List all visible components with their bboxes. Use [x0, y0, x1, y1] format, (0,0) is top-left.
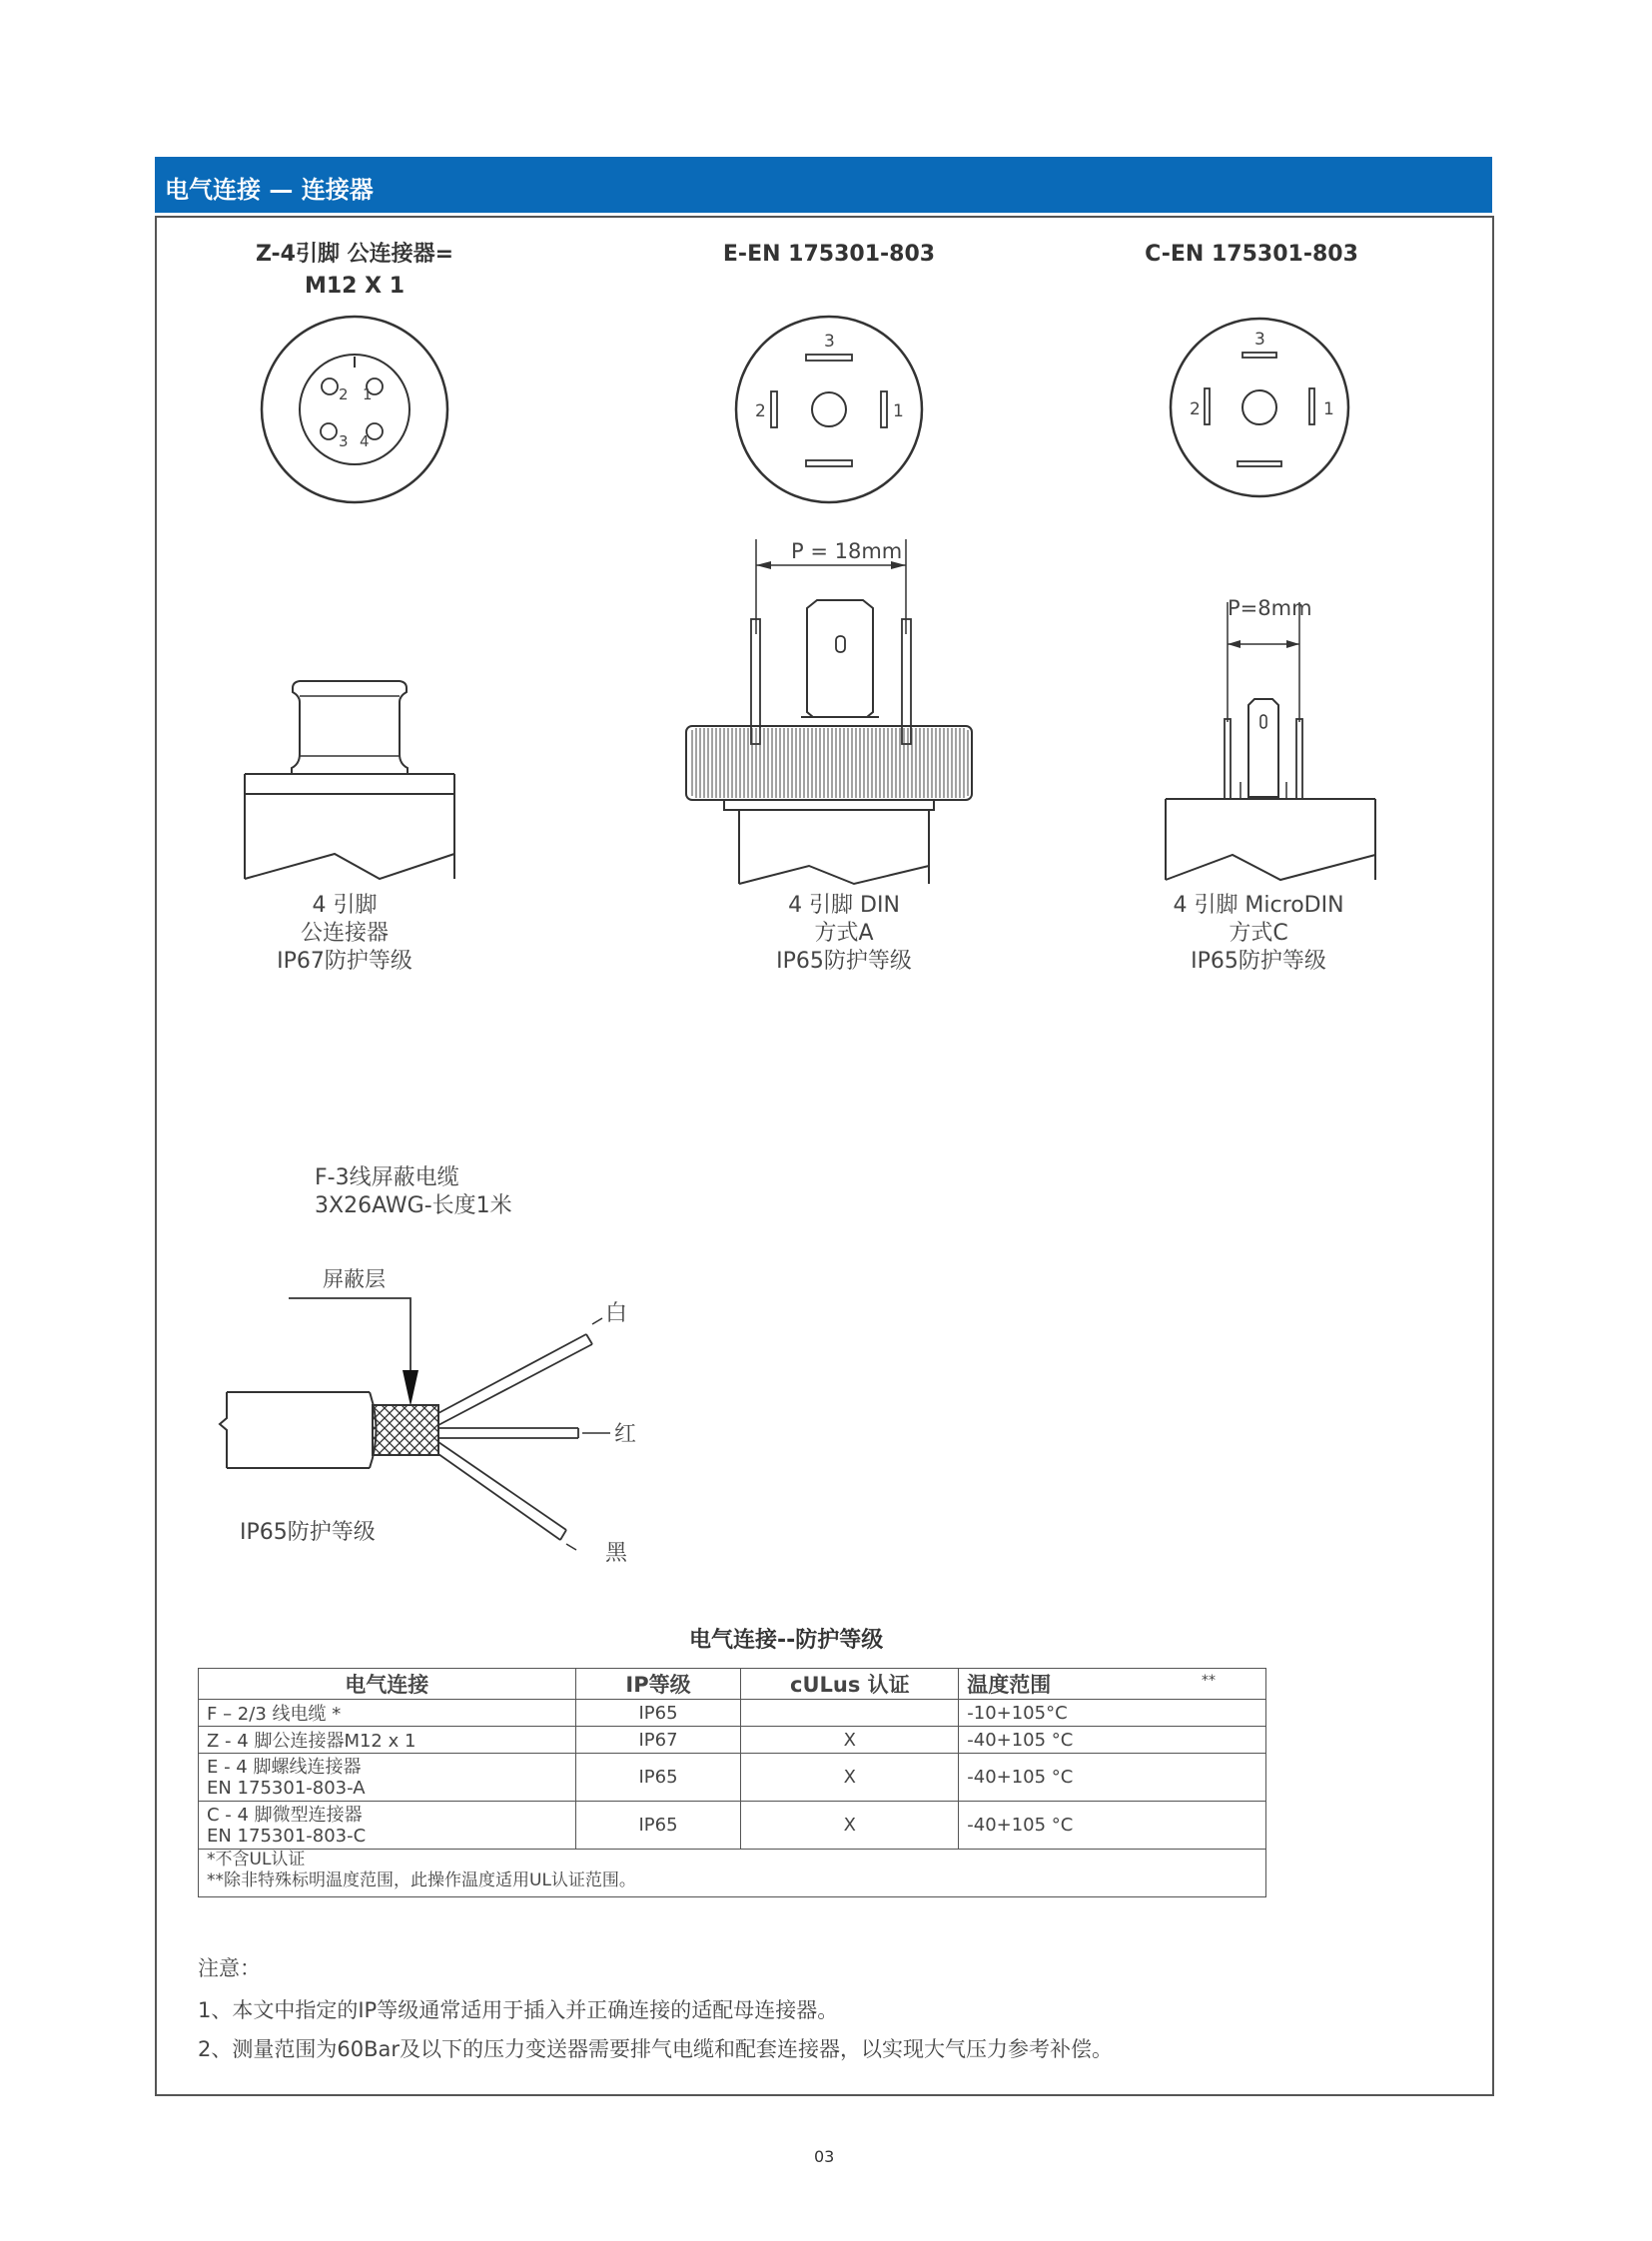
connector-c-label-line2: 方式C	[1229, 921, 1288, 946]
shield-label: 屏蔽层	[323, 1267, 386, 1291]
m12-pin-face-diagram	[255, 310, 454, 509]
connector-e-label-line3: IP65防护等级	[776, 949, 912, 974]
connector-e-label-line1: 4 引脚 DIN	[788, 893, 900, 918]
connector-c-label-line1: 4 引脚 MicroDIN	[1173, 893, 1344, 918]
microdin-pin-label-3: 3	[1254, 330, 1265, 350]
microdin-pin-label-1: 1	[1323, 399, 1334, 419]
header-ip: IP等级	[575, 1669, 741, 1700]
header-temp-label: 温度范围	[967, 1673, 1052, 1697]
note-item-1: 1、本文中指定的IP等级通常适用于插入并正确连接的适配母连接器。	[198, 1998, 839, 2022]
table-header-row	[199, 1669, 1266, 1700]
note-item-2: 2、测量范围为60Bar及以下的压力变送器需要排气电缆和配套连接器，以实现大气压力参考补偿。	[198, 2037, 1113, 2061]
header-cert: cULus 认证	[741, 1669, 959, 1700]
cable-rating-label: IP65防护等级	[240, 1520, 376, 1545]
connector-e-label	[714, 892, 974, 976]
microdin-c-pin-face-diagram	[1165, 313, 1354, 502]
connector-c-label	[1114, 892, 1403, 976]
row-cert	[741, 1700, 959, 1727]
connector-e-label-line2: 方式A	[814, 921, 874, 946]
connector-z-title-line1: Z-4引脚 公连接器=	[255, 242, 454, 267]
footnote-2: **除非特殊标明温度范围，此操作温度适用UL认证范围。	[207, 1870, 636, 1890]
table-row	[199, 1700, 1266, 1727]
row-temp: -40+105 °C	[959, 1727, 1266, 1754]
wire-label-white: 白	[605, 1301, 628, 1326]
wire-label-black: 黑	[605, 1541, 628, 1566]
cable-title-line2: 3X26AWG-长度1米	[315, 1193, 512, 1218]
m12-pin-label-4: 4	[360, 432, 370, 450]
microdin-c-side-view-diagram	[1161, 597, 1380, 897]
microdin-pin-label-2: 2	[1190, 399, 1201, 419]
connector-z-label-line2: 公连接器	[300, 921, 389, 946]
connector-e-title: E-EN 175301-803	[722, 242, 936, 267]
connector-z-label-line3: IP67防护等级	[277, 949, 413, 974]
header-connection: 电气连接	[199, 1669, 576, 1700]
connector-z-label	[215, 892, 474, 976]
row-connection-line2: EN 175301-803-C	[207, 1825, 367, 1847]
din-a-pin-face-diagram	[729, 310, 929, 509]
row-connection: Z - 4 脚公连接器M12 x 1	[199, 1727, 576, 1754]
table-title: 电气连接--防护等级	[689, 1628, 884, 1653]
page-number: 03	[814, 2147, 835, 2166]
m12-pin-label-3: 3	[339, 432, 349, 450]
cable-title-line1: F-3线屏蔽电缆	[315, 1165, 459, 1190]
row-cert: X	[741, 1754, 959, 1802]
table-row	[199, 1754, 1266, 1802]
din-a-pin-label-2: 2	[755, 401, 766, 421]
row-cert: X	[741, 1727, 959, 1754]
din-a-pin-label-1: 1	[893, 401, 904, 421]
header-temp-note-mark: **	[1202, 1673, 1216, 1689]
row-ip: IP65	[575, 1700, 741, 1727]
section-header	[155, 157, 1492, 213]
wire-label-red: 红	[614, 1422, 637, 1447]
row-ip: IP65	[575, 1754, 741, 1802]
row-ip: IP65	[575, 1802, 741, 1850]
din-a-pitch-label: P = 18mm	[791, 539, 903, 563]
din-a-side-view-diagram	[679, 534, 979, 894]
din-a-pin-label-3: 3	[824, 332, 835, 352]
row-connection-line2: EN 175301-803-A	[207, 1777, 366, 1799]
table-row	[199, 1727, 1266, 1754]
row-connection-line1: E - 4 脚螺线连接器	[207, 1756, 362, 1778]
header-temp	[959, 1669, 1266, 1700]
row-temp: -40+105 °C	[959, 1754, 1266, 1802]
row-temp: -10+105°C	[959, 1700, 1266, 1727]
connector-c-title: C-EN 175301-803	[1145, 242, 1358, 267]
footnote-1: *不含UL认证	[207, 1850, 306, 1869]
row-ip: IP67	[575, 1727, 741, 1754]
ip-rating-table	[198, 1668, 1266, 1897]
m12-pin-label-1: 1	[363, 385, 373, 403]
table-row	[199, 1802, 1266, 1850]
microdin-pitch-label: P=8mm	[1228, 597, 1312, 620]
cable-title	[315, 1164, 512, 1220]
row-connection	[199, 1802, 576, 1850]
connector-z-title	[220, 239, 489, 303]
connector-z-title-line2: M12 X 1	[304, 274, 406, 299]
section-title: 电气连接 — 连接器	[165, 176, 374, 204]
row-connection	[199, 1754, 576, 1802]
row-connection-line1: C - 4 脚微型连接器	[207, 1804, 363, 1826]
connector-z-label-line1: 4 引脚	[312, 893, 378, 918]
row-connection: F – 2/3 线电缆 *	[199, 1700, 576, 1727]
m12-side-view-diagram	[240, 674, 464, 889]
notes-title: 注意：	[198, 1956, 261, 1980]
row-cert: X	[741, 1802, 959, 1850]
table-footnotes	[199, 1850, 1266, 1897]
table-footnote-row	[199, 1850, 1266, 1897]
connector-c-label-line3: IP65防护等级	[1191, 949, 1326, 974]
row-temp: -40+105 °C	[959, 1802, 1266, 1850]
m12-pin-label-2: 2	[339, 385, 349, 403]
